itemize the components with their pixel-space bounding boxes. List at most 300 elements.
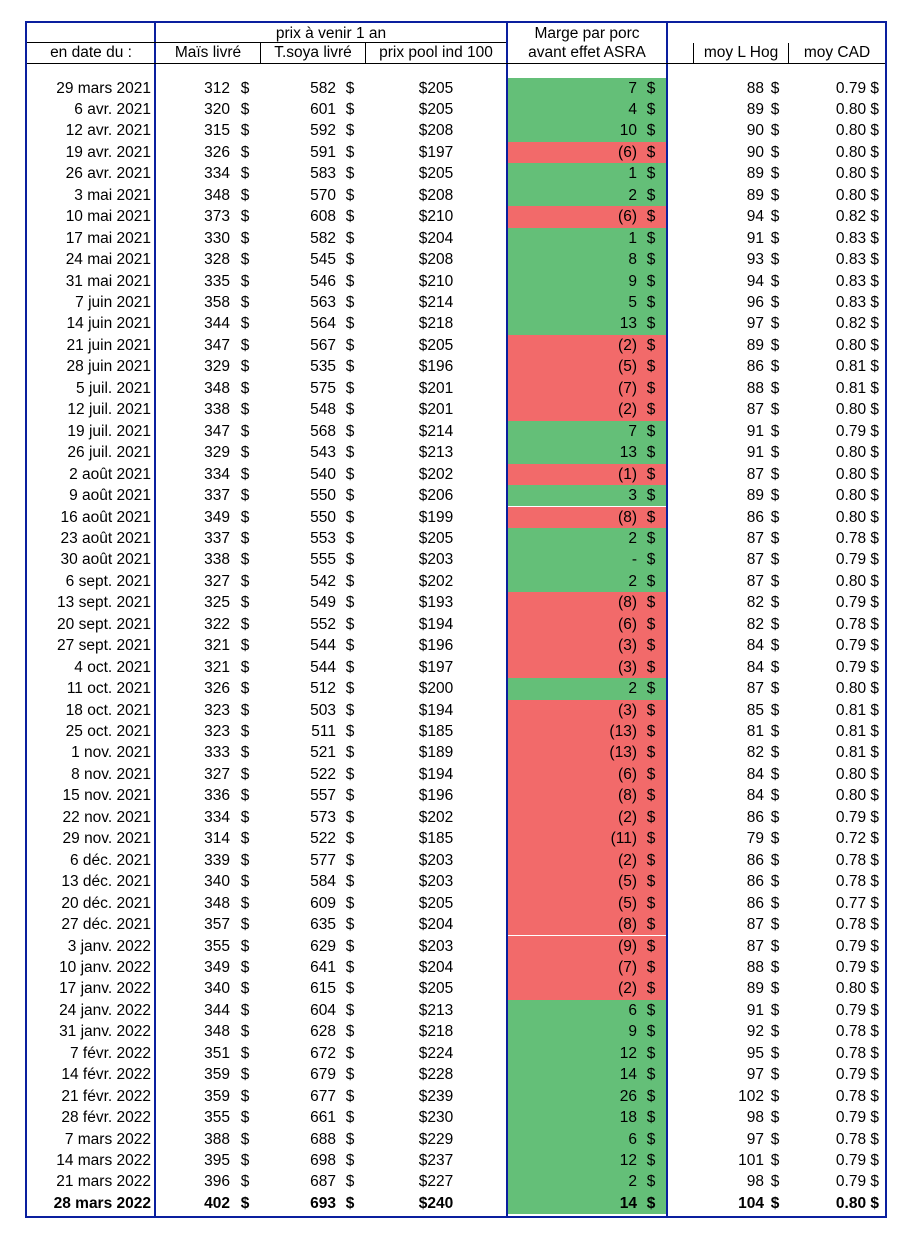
cell-date: 5 juil. 2021	[76, 379, 151, 397]
cell-marge: (9)	[618, 937, 637, 955]
cell-mais: 348	[204, 894, 230, 912]
cell-mais: 388	[204, 1130, 230, 1148]
cell-date: 17 mai 2021	[65, 229, 151, 247]
cell-date: 3 mai 2021	[74, 186, 151, 204]
cell-currency: $	[646, 229, 656, 247]
cell-pool: $224	[418, 1044, 454, 1062]
cell-hog: 98	[746, 1109, 764, 1127]
cell-currency: $	[345, 251, 355, 269]
cell-currency: $	[770, 980, 780, 998]
cell-pool: $205	[418, 980, 454, 998]
cell-currency: $	[240, 186, 250, 204]
cell-currency: $	[646, 615, 656, 633]
cell-currency: $	[770, 272, 780, 290]
cell-currency: $	[770, 1130, 780, 1148]
cell-currency: $	[770, 444, 780, 462]
cell-currency: $	[345, 315, 355, 333]
cell-date: 25 oct. 2021	[65, 723, 151, 740]
cell-mais: 338	[204, 551, 230, 569]
cell-currency: $	[770, 465, 780, 483]
cell-currency: $	[240, 294, 250, 311]
cell-hog: 104	[738, 1194, 764, 1212]
cell-currency: $	[646, 1130, 656, 1148]
cell-currency: $	[345, 808, 355, 826]
cell-date: 20 déc. 2021	[61, 894, 151, 912]
cell-cad: 0.77 $	[835, 894, 879, 912]
cell-hog: 86	[746, 358, 764, 376]
cell-date: 6 déc. 2021	[69, 851, 151, 869]
cell-currency: $	[770, 873, 780, 891]
cell-cad: 0.79 $	[835, 1066, 879, 1084]
cell-currency: $	[345, 1087, 355, 1105]
cell-cad: 0.79 $	[835, 551, 879, 569]
cell-hog: 101	[738, 1152, 764, 1169]
cell-pool: $229	[418, 1130, 454, 1148]
cell-currency: $	[770, 1152, 780, 1169]
cell-date: 7 févr. 2022	[69, 1044, 151, 1062]
cell-cad: 0.81 $	[835, 723, 879, 740]
cell-mais: 334	[204, 808, 230, 826]
cell-pool: $196	[418, 787, 454, 805]
cell-mais: 312	[204, 79, 230, 97]
cell-hog: 89	[746, 186, 764, 204]
cell-currency: $	[240, 830, 250, 848]
cell-currency: $	[770, 1109, 780, 1127]
cell-hog: 84	[746, 637, 764, 655]
cell-date: 18 oct. 2021	[65, 701, 151, 719]
cell-mais: 329	[204, 358, 230, 376]
cell-currency: $	[345, 1023, 355, 1041]
cell-currency: $	[646, 1109, 656, 1127]
cell-currency: $	[240, 980, 250, 998]
cell-currency: $	[770, 615, 780, 633]
cell-date: 13 déc. 2021	[61, 873, 151, 891]
cell-date: 8 nov. 2021	[71, 765, 151, 783]
cell-marge: (13)	[609, 744, 637, 762]
cell-soya: 563	[310, 294, 336, 311]
cell-currency: $	[646, 551, 656, 569]
cell-pool: $240	[418, 1194, 454, 1212]
cell-hog: 82	[746, 594, 764, 612]
cell-currency: $	[345, 208, 355, 226]
cell-currency: $	[770, 100, 780, 118]
cell-currency: $	[770, 208, 780, 226]
cell-currency: $	[646, 851, 656, 869]
cell-pool: $205	[418, 100, 454, 118]
cell-hog: 95	[746, 1044, 764, 1062]
cell-marge: 26	[619, 1087, 637, 1105]
cell-cad: 0.79 $	[835, 1001, 879, 1019]
cell-marge: (5)	[618, 358, 637, 376]
cell-marge: 2	[628, 680, 637, 698]
cell-cad: 0.80 $	[835, 572, 879, 590]
cell-currency: $	[770, 143, 780, 161]
cell-currency: $	[345, 744, 355, 762]
cell-mais: 326	[204, 143, 230, 161]
cell-soya: 543	[310, 444, 336, 462]
cell-currency: $	[240, 422, 250, 440]
cell-pool: $214	[418, 294, 454, 311]
cell-currency: $	[345, 658, 355, 676]
cell-cad: 0.79 $	[835, 1152, 879, 1169]
cell-marge: 6	[628, 1130, 637, 1148]
cell-mais: 321	[204, 658, 230, 676]
cell-pool: $214	[418, 422, 454, 440]
cell-currency: $	[770, 487, 780, 505]
cell-mais: 336	[204, 787, 230, 805]
cell-currency: $	[770, 229, 780, 247]
cell-pool: $185	[418, 830, 454, 848]
cell-hog: 87	[746, 572, 764, 590]
cell-currency: $	[240, 1001, 250, 1019]
cell-date: 24 mai 2021	[65, 251, 151, 269]
cell-date: 26 juil. 2021	[67, 444, 151, 462]
cell-hog: 87	[746, 401, 764, 419]
cell-soya: 677	[310, 1087, 336, 1105]
cell-currency: $	[240, 958, 250, 976]
cell-soya: 609	[310, 894, 336, 912]
cell-date: 12 juil. 2021	[67, 401, 151, 419]
cell-cad: 0.80 $	[835, 186, 879, 204]
cell-marge: 4	[628, 100, 637, 118]
cell-mais: 334	[204, 165, 230, 183]
cell-marge: (5)	[618, 894, 637, 912]
cell-marge: 14	[619, 1066, 637, 1084]
cell-currency: $	[345, 122, 355, 140]
cell-mais: 334	[204, 465, 230, 483]
cell-marge: 12	[619, 1044, 637, 1062]
cell-currency: $	[770, 680, 780, 698]
cell-marge: 18	[619, 1109, 637, 1127]
cell-currency: $	[646, 465, 656, 483]
cell-hog: 97	[746, 1066, 764, 1084]
cell-soya: 629	[310, 937, 336, 955]
cell-currency: $	[240, 1130, 250, 1148]
cell-marge: -	[631, 551, 637, 569]
cell-mais: 395	[204, 1152, 230, 1169]
cell-mais: 355	[204, 1109, 230, 1127]
cell-currency: $	[345, 830, 355, 848]
cell-currency: $	[646, 765, 656, 783]
cell-soya: 555	[310, 551, 336, 569]
cell-mais: 355	[204, 937, 230, 955]
cell-pool: $206	[418, 487, 454, 505]
cell-currency: $	[770, 958, 780, 976]
cell-currency: $	[240, 251, 250, 269]
cell-pool: $227	[418, 1173, 454, 1191]
cell-date: 10 mai 2021	[65, 208, 151, 226]
cell-soya: 582	[310, 229, 336, 247]
cell-currency: $	[646, 422, 656, 440]
cell-soya: 548	[310, 401, 336, 419]
cell-hog: 86	[746, 851, 764, 869]
cell-hog: 91	[746, 229, 764, 247]
cell-hog: 85	[746, 701, 764, 719]
cell-cad: 0.79 $	[835, 958, 879, 976]
cell-marge: (2)	[618, 808, 637, 826]
cell-currency: $	[646, 1066, 656, 1084]
cell-mais: 396	[204, 1173, 230, 1191]
cell-mais: 348	[204, 1023, 230, 1041]
cell-date: 21 mars 2022	[56, 1173, 151, 1191]
cell-currency: $	[770, 572, 780, 590]
cell-marge: 10	[619, 122, 637, 140]
cell-currency: $	[345, 186, 355, 204]
cell-date: 28 juin 2021	[66, 358, 151, 376]
cell-date: 13 sept. 2021	[57, 594, 151, 612]
cell-currency: $	[646, 251, 656, 269]
cell-marge: (13)	[609, 723, 637, 740]
cell-currency: $	[240, 1173, 250, 1191]
cell-currency: $	[770, 701, 780, 719]
cell-marge: 14	[619, 1194, 637, 1212]
cell-hog: 87	[746, 937, 764, 955]
cell-hog: 97	[746, 315, 764, 333]
cell-mais: 333	[204, 744, 230, 762]
cell-pool: $239	[418, 1087, 454, 1105]
cell-cad: 0.78 $	[835, 615, 879, 633]
cell-cad: 0.80 $	[835, 165, 879, 183]
cell-currency: $	[240, 1194, 250, 1212]
cell-cad: 0.80 $	[835, 680, 879, 698]
cell-date: 4 oct. 2021	[74, 658, 151, 676]
header-prix-a-venir: prix à venir 1 an	[275, 25, 387, 42]
cell-hog: 88	[746, 958, 764, 976]
cell-currency: $	[646, 937, 656, 955]
cell-hog: 87	[746, 916, 764, 934]
cell-marge: (2)	[618, 336, 637, 354]
cell-currency: $	[240, 272, 250, 290]
cell-mais: 347	[204, 422, 230, 440]
cell-currency: $	[240, 808, 250, 826]
cell-cad: 0.80 $	[835, 401, 879, 419]
cell-pool: $196	[418, 358, 454, 376]
cell-mais: 326	[204, 680, 230, 698]
cell-currency: $	[240, 336, 250, 354]
cell-soya: 641	[310, 958, 336, 976]
cell-date: 23 août 2021	[60, 529, 151, 547]
cell-date: 24 janv. 2022	[59, 1001, 151, 1019]
cell-date: 9 août 2021	[69, 487, 151, 505]
cell-currency: $	[646, 1087, 656, 1105]
cell-soya: 601	[310, 100, 336, 118]
cell-hog: 91	[746, 1001, 764, 1019]
cell-currency: $	[770, 529, 780, 547]
cell-marge: 5	[628, 294, 637, 311]
cell-currency: $	[345, 1044, 355, 1062]
cell-mais: 327	[204, 572, 230, 590]
cell-currency: $	[345, 873, 355, 891]
cell-currency: $	[240, 1023, 250, 1041]
cell-date: 17 janv. 2022	[59, 980, 151, 998]
cell-pool: $218	[418, 315, 454, 333]
header-hog: moy L Hog	[703, 44, 779, 61]
cell-currency: $	[770, 508, 780, 526]
cell-pool: $203	[418, 851, 454, 869]
cell-soya: 557	[310, 787, 336, 805]
cell-marge: (7)	[618, 379, 637, 397]
cell-pool: $205	[418, 894, 454, 912]
cell-currency: $	[770, 251, 780, 269]
cell-currency: $	[345, 851, 355, 869]
cell-currency: $	[345, 79, 355, 97]
cell-soya: 553	[310, 529, 336, 547]
cell-cad: 0.79 $	[835, 1173, 879, 1191]
cell-pool: $204	[418, 229, 454, 247]
cell-currency: $	[240, 208, 250, 226]
cell-currency: $	[345, 551, 355, 569]
cell-currency: $	[646, 508, 656, 526]
cell-cad: 0.80 $	[835, 508, 879, 526]
cell-currency: $	[345, 401, 355, 419]
cell-hog: 91	[746, 422, 764, 440]
cell-currency: $	[240, 916, 250, 934]
cell-marge: 3	[628, 487, 637, 505]
cell-date: 21 juin 2021	[66, 336, 151, 354]
cell-pool: $200	[418, 680, 454, 698]
header-underline	[27, 42, 506, 43]
cell-cad: 0.83 $	[835, 294, 879, 311]
cell-mais: 323	[204, 701, 230, 719]
cell-mais: 322	[204, 615, 230, 633]
cell-currency: $	[646, 1044, 656, 1062]
cell-currency: $	[345, 1066, 355, 1084]
cell-marge: 9	[628, 272, 637, 290]
cell-soya: 512	[310, 680, 336, 698]
cell-pool: $194	[418, 615, 454, 633]
cell-soya: 575	[310, 379, 336, 397]
cell-currency: $	[646, 401, 656, 419]
cell-cad: 0.79 $	[835, 422, 879, 440]
cell-date: 20 sept. 2021	[57, 615, 151, 633]
cell-date: 1 nov. 2021	[71, 744, 151, 762]
cell-cad: 0.80 $	[835, 765, 879, 783]
cell-currency: $	[646, 100, 656, 118]
cell-currency: $	[240, 529, 250, 547]
cell-currency: $	[240, 1087, 250, 1105]
cell-currency: $	[240, 315, 250, 333]
cell-pool: $204	[418, 958, 454, 976]
cell-currency: $	[646, 143, 656, 161]
cell-marge: (3)	[618, 701, 637, 719]
cell-currency: $	[345, 1194, 355, 1212]
cell-currency: $	[345, 1173, 355, 1191]
cell-hog: 89	[746, 165, 764, 183]
cell-cad: 0.80 $	[835, 465, 879, 483]
cell-currency: $	[345, 765, 355, 783]
right-border	[885, 21, 887, 1218]
cell-currency: $	[345, 894, 355, 912]
cell-currency: $	[240, 379, 250, 397]
cell-pool: $205	[418, 529, 454, 547]
cell-hog: 89	[746, 336, 764, 354]
cell-soya: 544	[310, 637, 336, 655]
cell-currency: $	[646, 594, 656, 612]
cell-currency: $	[240, 1152, 250, 1169]
cell-currency: $	[770, 637, 780, 655]
cell-date: 12 avr. 2021	[65, 122, 151, 140]
cell-hog: 82	[746, 744, 764, 762]
cell-soya: 546	[310, 272, 336, 290]
divider-marge-right	[666, 21, 668, 1218]
cell-cad: 0.80 $	[835, 336, 879, 354]
header-soya: T.soya livré	[274, 44, 352, 61]
cell-currency: $	[646, 1001, 656, 1019]
cell-currency: $	[345, 100, 355, 118]
cell-mais: 328	[204, 251, 230, 269]
cell-date: 27 déc. 2021	[61, 916, 151, 934]
cell-hog: 97	[746, 1130, 764, 1148]
cell-currency: $	[345, 358, 355, 376]
cell-cad: 0.80 $	[835, 122, 879, 140]
header-pool: prix pool ind 100	[379, 44, 493, 61]
cell-currency: $	[240, 122, 250, 140]
cell-pool: $205	[418, 336, 454, 354]
cell-currency: $	[770, 1194, 780, 1212]
cell-cad: 0.82 $	[835, 208, 879, 226]
cell-pool: $189	[418, 744, 454, 762]
cell-soya: 628	[310, 1023, 336, 1041]
cell-cad: 0.79 $	[835, 937, 879, 955]
cell-currency: $	[345, 487, 355, 505]
cell-pool: $201	[418, 401, 454, 419]
cell-currency: $	[646, 701, 656, 719]
cell-cad: 0.80 $	[835, 1194, 879, 1212]
cell-currency: $	[770, 723, 780, 740]
cell-pool: $210	[418, 272, 454, 290]
cell-currency: $	[770, 294, 780, 311]
cell-date: 28 mars 2022	[53, 1194, 151, 1212]
cell-mais: 335	[204, 272, 230, 290]
cell-mais: 348	[204, 186, 230, 204]
cell-marge: (2)	[618, 980, 637, 998]
cell-currency: $	[770, 937, 780, 955]
cell-currency: $	[646, 358, 656, 376]
cell-marge: 2	[628, 529, 637, 547]
cell-date: 14 mars 2022	[56, 1152, 151, 1169]
cell-marge: (1)	[618, 465, 637, 483]
cell-date: 3 janv. 2022	[67, 937, 151, 955]
cell-marge: (2)	[618, 851, 637, 869]
cell-pool: $194	[418, 701, 454, 719]
cell-soya: 604	[310, 1001, 336, 1019]
cell-date: 29 mars 2021	[56, 79, 151, 97]
cell-currency: $	[345, 1001, 355, 1019]
cell-date: 21 févr. 2022	[61, 1087, 151, 1105]
cell-currency: $	[345, 958, 355, 976]
cell-currency: $	[770, 658, 780, 676]
cell-marge: 13	[619, 444, 637, 462]
cell-currency: $	[646, 529, 656, 547]
cell-mais: 337	[204, 529, 230, 547]
cell-soya: 544	[310, 658, 336, 676]
cell-currency: $	[345, 529, 355, 547]
cell-mais: 351	[204, 1044, 230, 1062]
cell-currency: $	[240, 165, 250, 183]
cell-cad: 0.79 $	[835, 79, 879, 97]
cell-date: 7 mars 2022	[64, 1130, 151, 1148]
cell-hog: 86	[746, 508, 764, 526]
cell-currency: $	[345, 508, 355, 526]
cell-soya: 535	[310, 358, 336, 376]
cell-mais: 359	[204, 1087, 230, 1105]
cell-marge: (8)	[618, 508, 637, 526]
cell-hog: 102	[738, 1087, 764, 1105]
cell-currency: $	[345, 723, 355, 740]
cell-soya: 550	[310, 508, 336, 526]
cell-pool: $230	[418, 1109, 454, 1127]
cell-cad: 0.82 $	[835, 315, 879, 333]
